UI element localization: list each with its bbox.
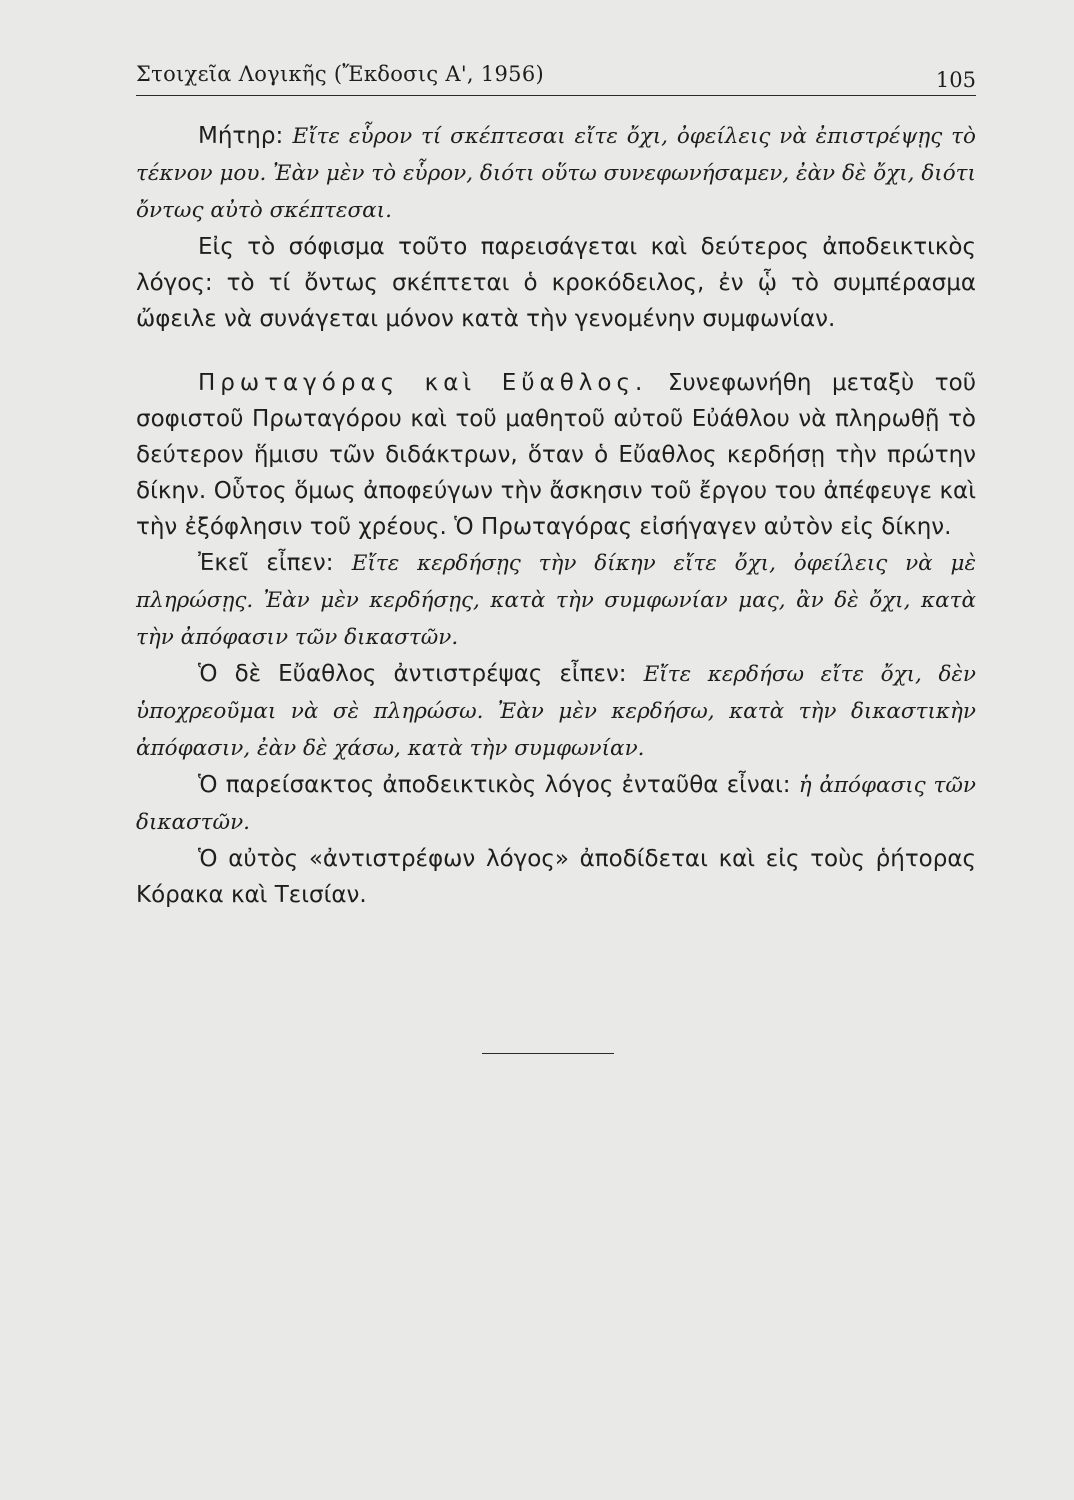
section-heading: Πρωταγόρας καὶ Εὔαθλος. bbox=[198, 370, 648, 396]
section-end-rule bbox=[482, 1053, 614, 1054]
euathlus-statement bbox=[136, 656, 976, 767]
protagoras-statement bbox=[136, 545, 976, 656]
speaker-label: Μήτηρ: bbox=[198, 123, 293, 149]
sophism-commentary: Εἰς τὸ σόφισμα τοῦτο παρεισάγεται καὶ δεύτερος ἀποδεικτικὸς λόγος: τὸ τί ὄντως σκέπτεται ὁ κροκόδειλος, ἐν ᾧ τὸ συμπέρασμα ὤφειλε νὰ συνάγεται μόνον κατὰ τὴν γενομένην συμφωνίαν. bbox=[136, 234, 976, 332]
header-rule bbox=[136, 95, 976, 96]
protagoras-text: Συνεφωνήθη μεταξὺ τοῦ σοφιστοῦ Πρωταγόρου καὶ τοῦ μαθητοῦ αὐτοῦ Εὐάθλου νὰ πληρωθῇ τὸ δεύτερον ἥμισυ τῶν διδάκτρων, ὅταν ὁ Εὔαθλος κερδήσῃ τὴν πρώτην δίκην. Οὗτος ὅμως ἀποφεύγων τὴν ἄσκησιν τοῦ ἔργου του ἀπέφευγε καὶ τὴν ἐξόφλησιν τοῦ χρέους. Ὁ Πρωταγόρας εἰσήγαγεν αὐτὸν εἰς δίκην. bbox=[136, 370, 976, 540]
page-number: 105 bbox=[935, 68, 976, 92]
protagoras-intro: Ἐκεῖ εἶπεν: bbox=[198, 550, 352, 576]
mother-statement bbox=[136, 118, 976, 229]
protagoras-paragraph bbox=[136, 365, 976, 545]
intrusive-argument bbox=[136, 767, 976, 841]
page-header bbox=[136, 62, 976, 98]
body-text bbox=[136, 118, 976, 913]
euathlus-intro: Ὁ δὲ Εὔαθλος ἀντιστρέψας εἶπεν: bbox=[198, 661, 644, 687]
euathlus-speech: Εἴτε κερδήσω εἴτε ὄχι, δὲν ὑποχρεοῦμαι νὰ σὲ πληρώσω. Ἐὰν μὲν κερδήσω, κατὰ τὴν δικαστικὴν ἀπόφασιν, ἐὰν δὲ χάσω, κατὰ τὴν συμφωνίαν. bbox=[136, 662, 977, 761]
running-head: Στοιχεῖα Λογικῆς (Ἔκδοσις Α', 1956) bbox=[136, 62, 544, 86]
intrusive-intro: Ὁ παρείσακτος ἀποδεικτικὸς λόγος ἐνταῦθα εἶναι: bbox=[198, 772, 799, 798]
intrusive-speech: ἡ ἀπόφασις τῶν δικαστῶν. bbox=[136, 773, 976, 835]
protagoras-speech: Εἴτε κερδήσῃς τὴν δίκην εἴτε ὄχι, ὀφείλεις νὰ μὲ πληρώσῃς. Ἐὰν μὲν κερδήσῃς, κατὰ τὴν συμφωνίαν μας, ἂν δὲ ὄχι, κατὰ τὴν ἀπόφασιν τῶν δικαστῶν. bbox=[136, 551, 976, 650]
mother-speech: Εἴτε εὗρον τί σκέπτεσαι εἴτε ὄχι, ὀφείλεις νὰ ἐπιστρέψῃς τὸ τέκνον μου. Ἐὰν μὲν τὸ εὗρον, διότι οὕτω συνεφωνήσαμεν, ἐὰν δὲ ὄχι, διότι ὄντως αὐτὸ σκέπτεσαι. bbox=[136, 124, 976, 223]
rhetors-paragraph: Ὁ αὐτὸς «ἀντιστρέφων λόγος» ἀποδίδεται καὶ εἰς τοὺς ῥήτορας Κόρακα καὶ Τεισίαν. bbox=[136, 846, 976, 908]
